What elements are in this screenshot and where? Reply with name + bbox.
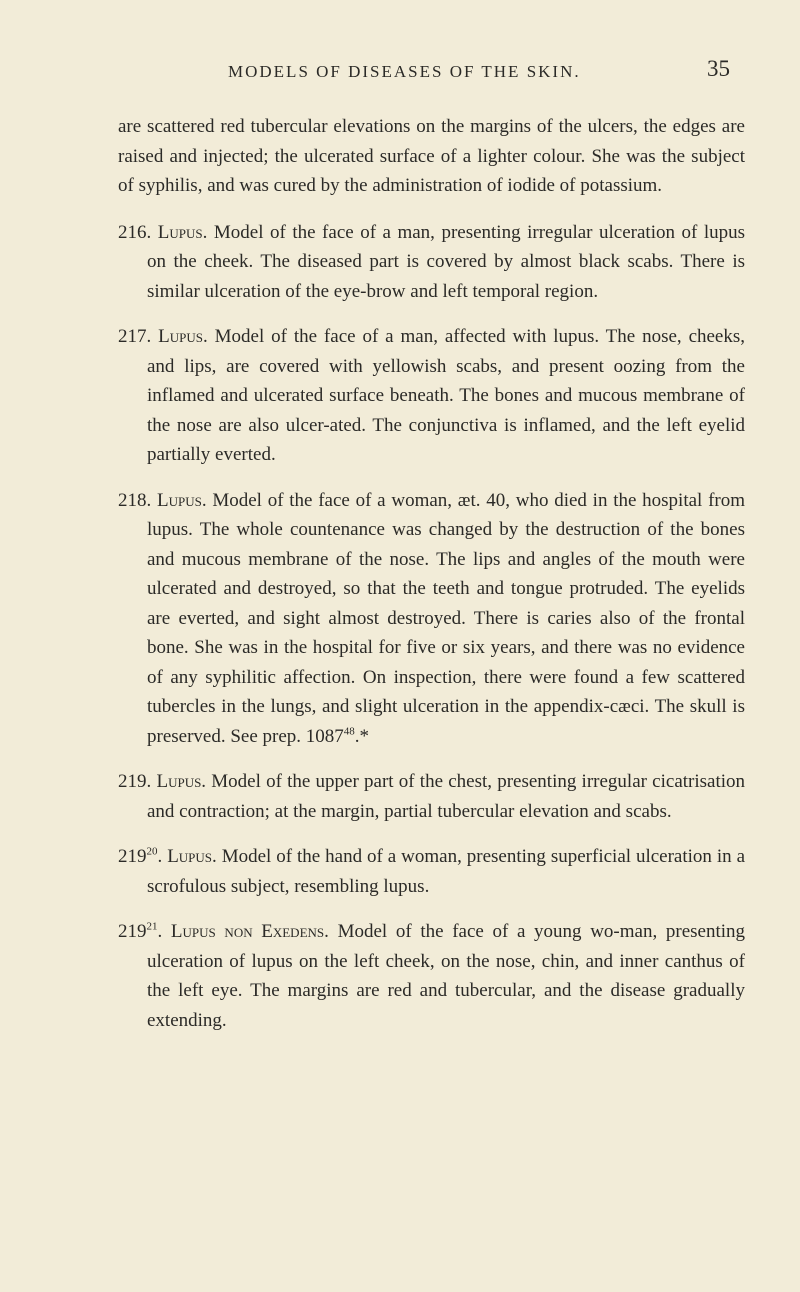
entry-title: Lupus. [167,846,217,867]
running-title: MODELS OF DISEASES OF THE SKIN. [228,62,581,81]
entry-number: 218. [118,489,152,511]
entry-219-21 [118,917,745,1035]
entry-number-superscript: 21 [146,920,158,933]
entry-text: Model of the face of a young wo-man, presenting ulceration of lupus on the left cheek, on the nose, chin, and inner canthus of the left eye. The margins are red and tubercular, and the disease gradually extending. [147,921,746,1031]
reference-tail: .* [354,725,370,747]
entry-number: 217. [118,326,152,347]
running-head [90,56,730,92]
entry-number: $219^{20}$. [118,845,163,867]
entry-title: Lupus non Exedens. [170,921,329,942]
entry-216 [118,218,745,307]
entry-title: Lupus. [157,221,208,243]
entry-text: Model of the face of a man, affected with lupus. The nose, cheeks, and lips, are covered with yellowish scabs, and present oozing from the inflamed and ulcerated surface beneath. The bones and mucous membrane of the nose are also ulcer-ated. The conjunctiva is inflamed, and the left eyelid partially everted. [147,326,746,465]
entry-text: Model of the hand of a woman, presenting superficial ulceration in a scrofulous subject, resembling lupus. [147,846,746,897]
entry-text: Model of the face of a man, presenting irregular ulceration of lupus on the cheek. The diseased part is covered by almost black scabs. There is similar ulceration of the eye-brow and left temporal region. [147,221,746,302]
entry-217 [118,322,745,470]
entry-text: Model of the face of a woman, æt. 40, who died in the hospital from lupus. The whole countenance was changed by the destruction of the bones and mucous membrane of the nose. The lips and angles of the mouth were ulcerated and destroyed, so that the teeth and tongue protruded. The eyelids are everted, and sight almost destroyed. There is caries also of the frontal bone. She was in the hospital for five or six years, and there was no evidence of any syphilitic affection. On inspection, there were found a few scattered tubercles in the lungs, and slight ulceration in the appendix-cæci. The skull is preserved. See prep. 1087 [147,489,746,747]
entry-219 [118,767,745,826]
entry-number: $219^{21}$. [118,920,163,942]
entry-title: Lupus. [157,489,207,511]
catalogue-text [118,112,745,1051]
entry-title: Lupus. [156,771,207,792]
entry-title: Lupus. [158,326,208,347]
continuation-paragraph: are scattered red tubercular elevations on the margins of the ulcers, the edges are raised and injected; the ulcerated surface of a lighter colour. She was the subject of syphilis, and was cured by the administration of iodide of potassium. [118,116,745,196]
entry-number: 216. [118,221,152,243]
entry-218 [118,486,745,752]
entry-number-superscript: 20 [146,845,158,858]
entry-number: 219. [118,771,152,792]
entry-text: Model of the upper part of the chest, presenting irregular cicatrisation and contraction; at the margin, partial tubercular elevation and scabs. [147,771,746,822]
page-number: 35 [707,56,730,81]
entry-219-20 [118,842,745,901]
reference-superscript: 48 [343,725,355,738]
